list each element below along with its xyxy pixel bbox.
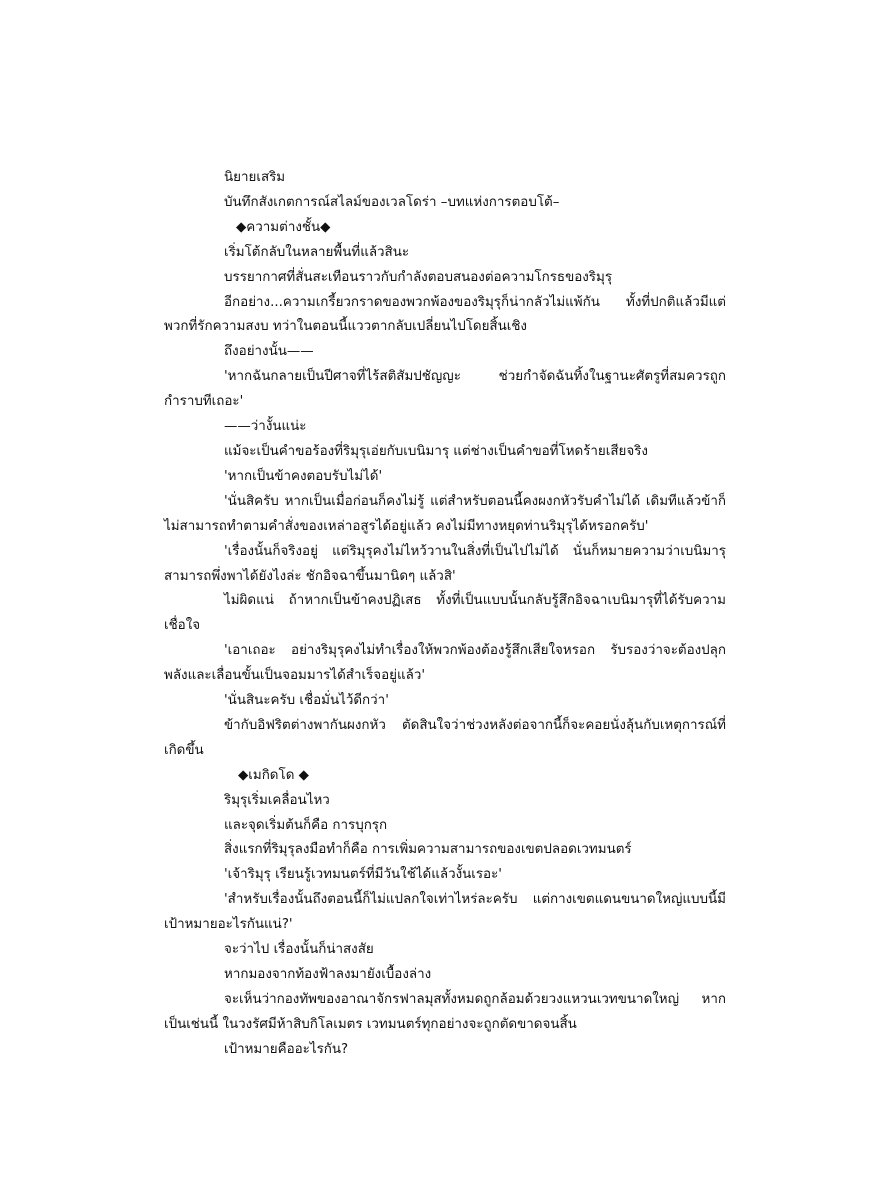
paragraph: แม้จะเป็นคำขอร้องที่ริมุรุเอ่ยกับเบนิมารุ แต่ช่างเป็นคำขอที่โหดร้ายเสียจริง [224,443,648,459]
paragraph: 'เรื่องนั้นก็จริงอยู่ แต่ริมุรุคงไม่ไหว้วานในสิ่งที่เป็นไปไม่ได้ นั่นก็หมายความว่าเบนิมารุสามารถพึ่งพาได้ยังไงล่ะ ชักอิจฉาขึ้นมานิดๆ แล้วสิ' [164,543,726,584]
paragraph: หากมองจากท้องฟ้าลงมายังเบื้องล่าง [224,967,432,982]
paragraph: 'สำหรับเรื่องนั้นถึงตอนนี้ก็ไม่แปลกใจเท่าไหร่ละครับ แต่กางเขตแดนขนาดใหญ่แบบนี้มีเป้าหมายอะไรกันแน่?' [164,892,726,933]
section-heading: ◆ความต่างชั้น◆ [236,219,331,235]
paragraph: ไม่ผิดแน่ ถ้าหากเป็นข้าคงปฏิเสธ ทั้งที่เป็นแบบนั้นกลับรู้สึกอิจฉาเบนิมารุที่ได้รับความเชื่อใจ [164,593,726,634]
paragraph: นิยายเสริม [224,170,286,185]
paragraph: อีกอย่าง...ความเกรี้ยวกราดของพวกพ้องของริมุรุก็น่ากลัวไม่แพ้กัน ทั้งที่ปกติแล้วมีแต่พวกที่รักความสงบ ทว่าในตอนนี้แววตากลับเปลี่ยนไปโดยสิ้นเชิง [164,294,726,335]
paragraph: 'นั่นสินะครับ เชื่อมั่นไว้ดีกว่า' [224,693,389,709]
paragraph: บันทึกสังเกตการณ์สไลม์ของเวลโดร่า –บทแห่งการตอบโต้– [224,194,560,210]
paragraph: บรรยากาศที่สั่นสะเทือนราวกับกำลังตอบสนองต่อความโกรธของริมุรุ [224,269,613,285]
novel-text [164,166,726,1063]
paragraph: 'นั่นสิครับ หากเป็นเมื่อก่อนก็คงไม่รู้ แต่สำหรับตอนนี้คงผงกหัวรับคำไม่ได้ เดิมทีแล้วข้าก็ไม่สามารถทำตามคำสั่งของเหล่าอสูรได้อยู่แล้ว คงไม่มีทางหยุดท่านริมุรุได้หรอกครับ' [164,493,726,534]
paragraph: ริมุรุเริ่มเคลื่อนไหว [224,792,330,808]
paragraph: 'หากฉันกลายเป็นปีศาจที่ไร้สติสัมปชัญญะ ช่วยกำจัดฉันทิ้งในฐานะศัตรูที่สมควรถูกกำราบทีเถอะ' [164,369,726,410]
paragraph: สิ่งแรกที่ริมุรุลงมือทำก็คือ การเพิ่มความสามารถของเขตปลอดเวทมนตร์ [224,842,632,858]
paragraph: 'เจ้าริมุรุ เรียนรู้เวทมนตร์ที่มีวันใช้ได้แล้วงั้นเรอะ' [224,867,502,883]
paragraph: จะว่าไป เรื่องนั้นก็น่าสงสัย [224,942,374,958]
paragraph: เป้าหมายคืออะไรกัน? [224,1041,349,1057]
section-heading: ◆เมกิดโด ◆ [238,767,309,783]
paragraph: ถึงอย่างนั้น—— [224,344,314,360]
paragraph: จะเห็นว่ากองทัพของอาณาจักรฟาลมุสทั้งหมดถูกล้อมด้วยวงแหวนเวทขนาดใหญ่ หากเป็นเช่นนี้ ในวงรัศมีห้าสิบกิโลเมตร เวทมนตร์ทุกอย่างจะถูกตัดขาดจนสิ้น [164,991,726,1032]
paragraph: 'หากเป็นข้าคงตอบรับไม่ได้' [224,468,383,484]
paragraph: ——ว่างั้นแน่ะ [224,419,307,435]
paragraph: 'เอาเถอะ อย่างริมุรุคงไม่ทำเรื่องให้พวกพ้องต้องรู้สึกเสียใจหรอก รับรองว่าจะต้องปลุกพลังและเลื่อนขั้นเป็นจอมมารได้สำเร็จอยู่แล้ว' [164,643,726,684]
paragraph: และจุดเริ่มต้นก็คือ การบุกรุก [224,817,388,833]
paragraph: เริ่มโต้กลับในหลายพื้นที่แล้วสินะ [224,244,410,260]
paragraph: ข้ากับอิฟริตต่างพากันผงกหัว ตัดสินใจว่าช่วงหลังต่อจากนี้ก็จะคอยนั่งลุ้นกับเหตุการณ์ที่เกิดขึ้น [164,717,726,758]
